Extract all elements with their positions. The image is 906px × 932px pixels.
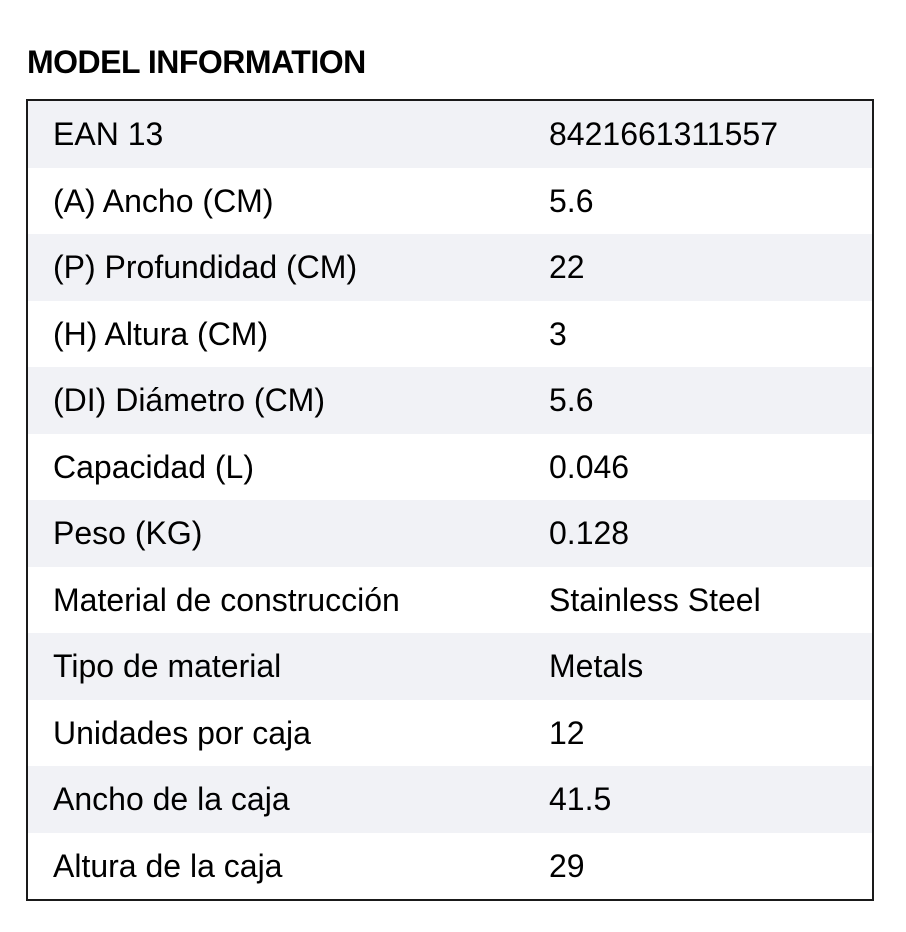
row-value: Stainless Steel: [549, 581, 761, 618]
table-row: [28, 633, 872, 700]
row-value: 8421661311557: [549, 116, 778, 152]
row-value: 0.046: [549, 448, 630, 485]
row-label: Tipo de material: [53, 648, 282, 684]
table-row: [28, 101, 872, 168]
table-row: [28, 434, 872, 501]
table-row: [28, 301, 872, 368]
row-value: 22: [549, 249, 585, 285]
table-row: [28, 500, 872, 567]
table-row: [28, 700, 872, 767]
row-label: Material de construcción: [53, 581, 400, 618]
row-value: 0.128: [549, 515, 630, 551]
table-row: [28, 833, 872, 900]
table-row: [28, 234, 872, 301]
table-row: [28, 567, 872, 634]
row-value: 3: [549, 315, 567, 352]
row-label: (H) Altura (CM): [53, 315, 269, 352]
row-label: (P) Profundidad (CM): [53, 249, 358, 285]
row-label: Altura de la caja: [53, 847, 283, 884]
model-info-table: [26, 99, 874, 901]
row-value: 12: [549, 714, 585, 751]
row-value: 41.5: [549, 781, 612, 817]
row-label: (DI) Diámetro (CM): [53, 382, 325, 418]
row-value: 29: [549, 847, 585, 884]
row-label: Ancho de la caja: [53, 781, 290, 817]
page-title: MODEL INFORMATION: [27, 44, 366, 80]
row-value: 5.6: [549, 182, 594, 219]
row-label: EAN 13: [53, 116, 164, 152]
row-label: (A) Ancho (CM): [53, 182, 274, 219]
row-value: Metals: [549, 648, 644, 684]
row-label: Peso (KG): [53, 515, 203, 551]
table-row: [28, 766, 872, 833]
row-value: 5.6: [549, 382, 594, 418]
table-row: [28, 367, 872, 434]
row-label: Unidades por caja: [53, 714, 311, 751]
row-label: Capacidad (L): [53, 448, 254, 485]
table-row: [28, 168, 872, 235]
